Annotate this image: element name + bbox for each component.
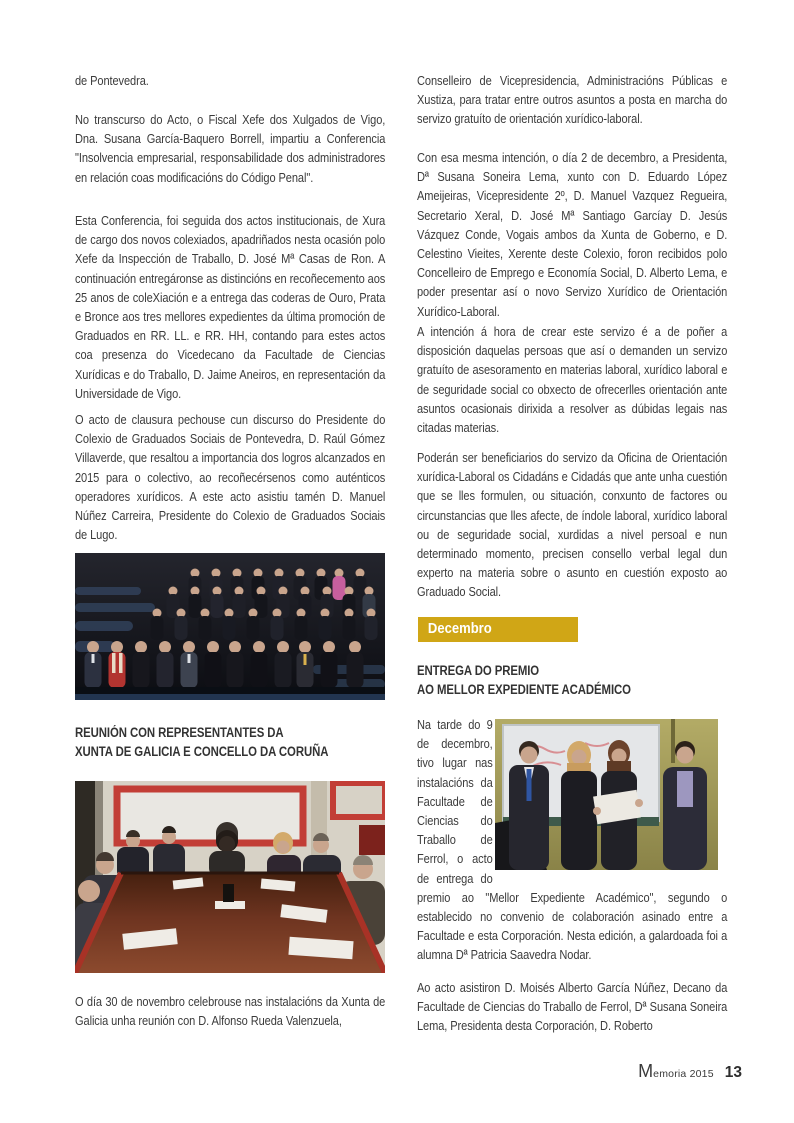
paragraph-text: Ao acto asistiron D. Moisés Alberto García Núñez, Decano da Facultade de Ciencias do Traballo de Ferrol, Dª Susana Soneira Lema, Presidenta desta Corporación, D. Roberto	[417, 980, 728, 1034]
paragraph-text: de Pontevedra.	[75, 73, 149, 88]
month-banner-label: Decembro	[427, 621, 492, 637]
paragraph	[417, 148, 727, 321]
publication-title: emoria 2015	[653, 1068, 714, 1080]
paragraph	[417, 71, 727, 129]
paragraph	[417, 715, 727, 965]
paragraph	[75, 410, 385, 544]
paragraph	[75, 71, 385, 90]
section-heading-line: AO MELLOR EXPEDIENTE ACADÉMICO	[417, 682, 631, 697]
page-footer	[638, 1062, 742, 1082]
paragraph-text: Conselleiro de Vicepresidencia, Administracións Públicas e Xustiza, para tratar entre outros asuntos a posta en marcha do servizo gratuíto de orientación xurídico-laboral.	[417, 73, 728, 127]
paragraph-text: O día 30 de novembro celebrouse nas instalacións da Xunta de Galicia unha reunión con D. Alfonso Rueda Valenzuela,	[75, 994, 386, 1029]
paragraph-text: Na tarde do 9 de decembro, tivo lugar nas instalacións da Facultade de Ciencias do Traballo de Ferrol, o acto de entrega do premio ao "Mellor Expediente Académico", segundo o establecido no convenio de colaboración asinado entre a Facultade e esta Corporación. Nesta edición, a galardoada foi a alumna Dª Patricia Saavedra Nodar.	[417, 717, 728, 963]
paragraph-text: No transcurso do Acto, o Fiscal Xefe dos Xulgados de Vigo, Dna. Susana García-Baquero Borrell, impartiu a Conferencia "Insolvencia empresarial, responsabilidade dos administradores en relación coas modificacións do Código Penal".	[75, 112, 386, 185]
paragraph-text: Poderán ser beneficiarios do servizo da Oficina de Orientación xurídica-Laboral os Cidadáns e Cidadás que ante unha cuestión que se lles formulen, ou situación, conxunto de factores ou circunstancias que lles afecte, de índole laboral, xurídico laboral ou de seguridade social, xurdidas a nivel persoal e nun determinado momento, precisen consello verbal legal dun experto na materia sobre o asunto en cuestión exposto ao Graduado Social.	[417, 450, 728, 600]
paragraph	[75, 211, 385, 403]
section-heading-line: XUNTA DE GALICIA E CONCELLO DA CORUÑA	[75, 744, 329, 759]
paragraph	[417, 322, 727, 437]
paragraph-text: A intención á hora de crear este servizo é a de poñer a disposición daquelas persoas que así o demanden un servizo gratuíto de asesoramento en materias laboral, xurídico laboral e de seguridade social co obxecto de ofrecerlles orientación ante asuntos ocasionais dirixida a resolver as dúbidas legais nas citadas materias.	[417, 324, 728, 436]
paragraph-text: Con esa mesma intención, o día 2 de decembro, a Presidenta, Dª Susana Soneira Lema, xunto con D. Eduardo López Ameijeiras, Vicepresidente 2º, D. Manuel Vazquez Regueira, Secretario Xeral, D. José Mª Santiago Garcíay D. Jesús Vázquez Conde, Vogais ambos da Xunta de Goberno, e D. Celestino Vieites, Xerente deste Colexio, foron recibidos polo Concelleiro de Emprego e Economía Social, D. Alberto Lema, e poder presentar así o novo Servizo Xurídico de Orientación Xurídico-Laboral.	[417, 150, 728, 319]
section-heading-line: REUNIÓN CON REPRESENTANTES DA	[75, 725, 284, 740]
graduation-ceremony-illustration	[75, 553, 385, 700]
page-number: 13	[724, 1064, 742, 1081]
publication-title-initial: M	[638, 1061, 654, 1081]
paragraph	[75, 992, 385, 1030]
graduation-ceremony-photo	[75, 553, 385, 700]
paragraph	[417, 448, 727, 602]
xunta-meeting-illustration	[75, 781, 385, 973]
xunta-meeting-photo	[75, 781, 385, 973]
photo-text-wrap-spacer	[493, 715, 728, 885]
paragraph	[417, 978, 727, 1036]
paragraph-text: Esta Conferencia, foi seguida dos actos institucionais, de Xura de cargo dos novos colexiados, apadriñados nesta ocasión polo Xefe da Inspección de Traballo, D. José Mª Casas de Ron. A continuación entregáronse as distincións en recoñecemento aos 25 anos de coleXiación e a entrega das coderas de Ouro, Prata e Bronce aos tres mellores expedientes da última promoción de Graduados en RR. LL. e RR. HH, contando para estes actos coa presenza do Vicedecano da Facultade de Ciencias Xurídicas e do Traballo, D. Jaime Aneiros, en representación da Universidade de Vigo.	[75, 213, 386, 401]
paragraph-text: O acto de clausura pechouse cun discurso do Presidente do Colexio de Graduados Sociais de Pontevedra, D. Raúl Gómez Villaverde, que resaltou a importancia dos logros alcanzados en 2015 para o colectivo, ao recoñecérsenos como auténticos operadores xurídicos. A este acto asistiu tamén D. Manuel Núñez Carreira, Presidente do Colexio de Graduados Sociais de Lugo.	[75, 412, 386, 543]
month-banner-decembro	[418, 617, 578, 642]
section-heading	[417, 661, 727, 699]
section-heading	[75, 723, 385, 761]
section-heading-line: ENTREGA DO PREMIO	[417, 663, 540, 678]
paragraph	[75, 110, 385, 187]
